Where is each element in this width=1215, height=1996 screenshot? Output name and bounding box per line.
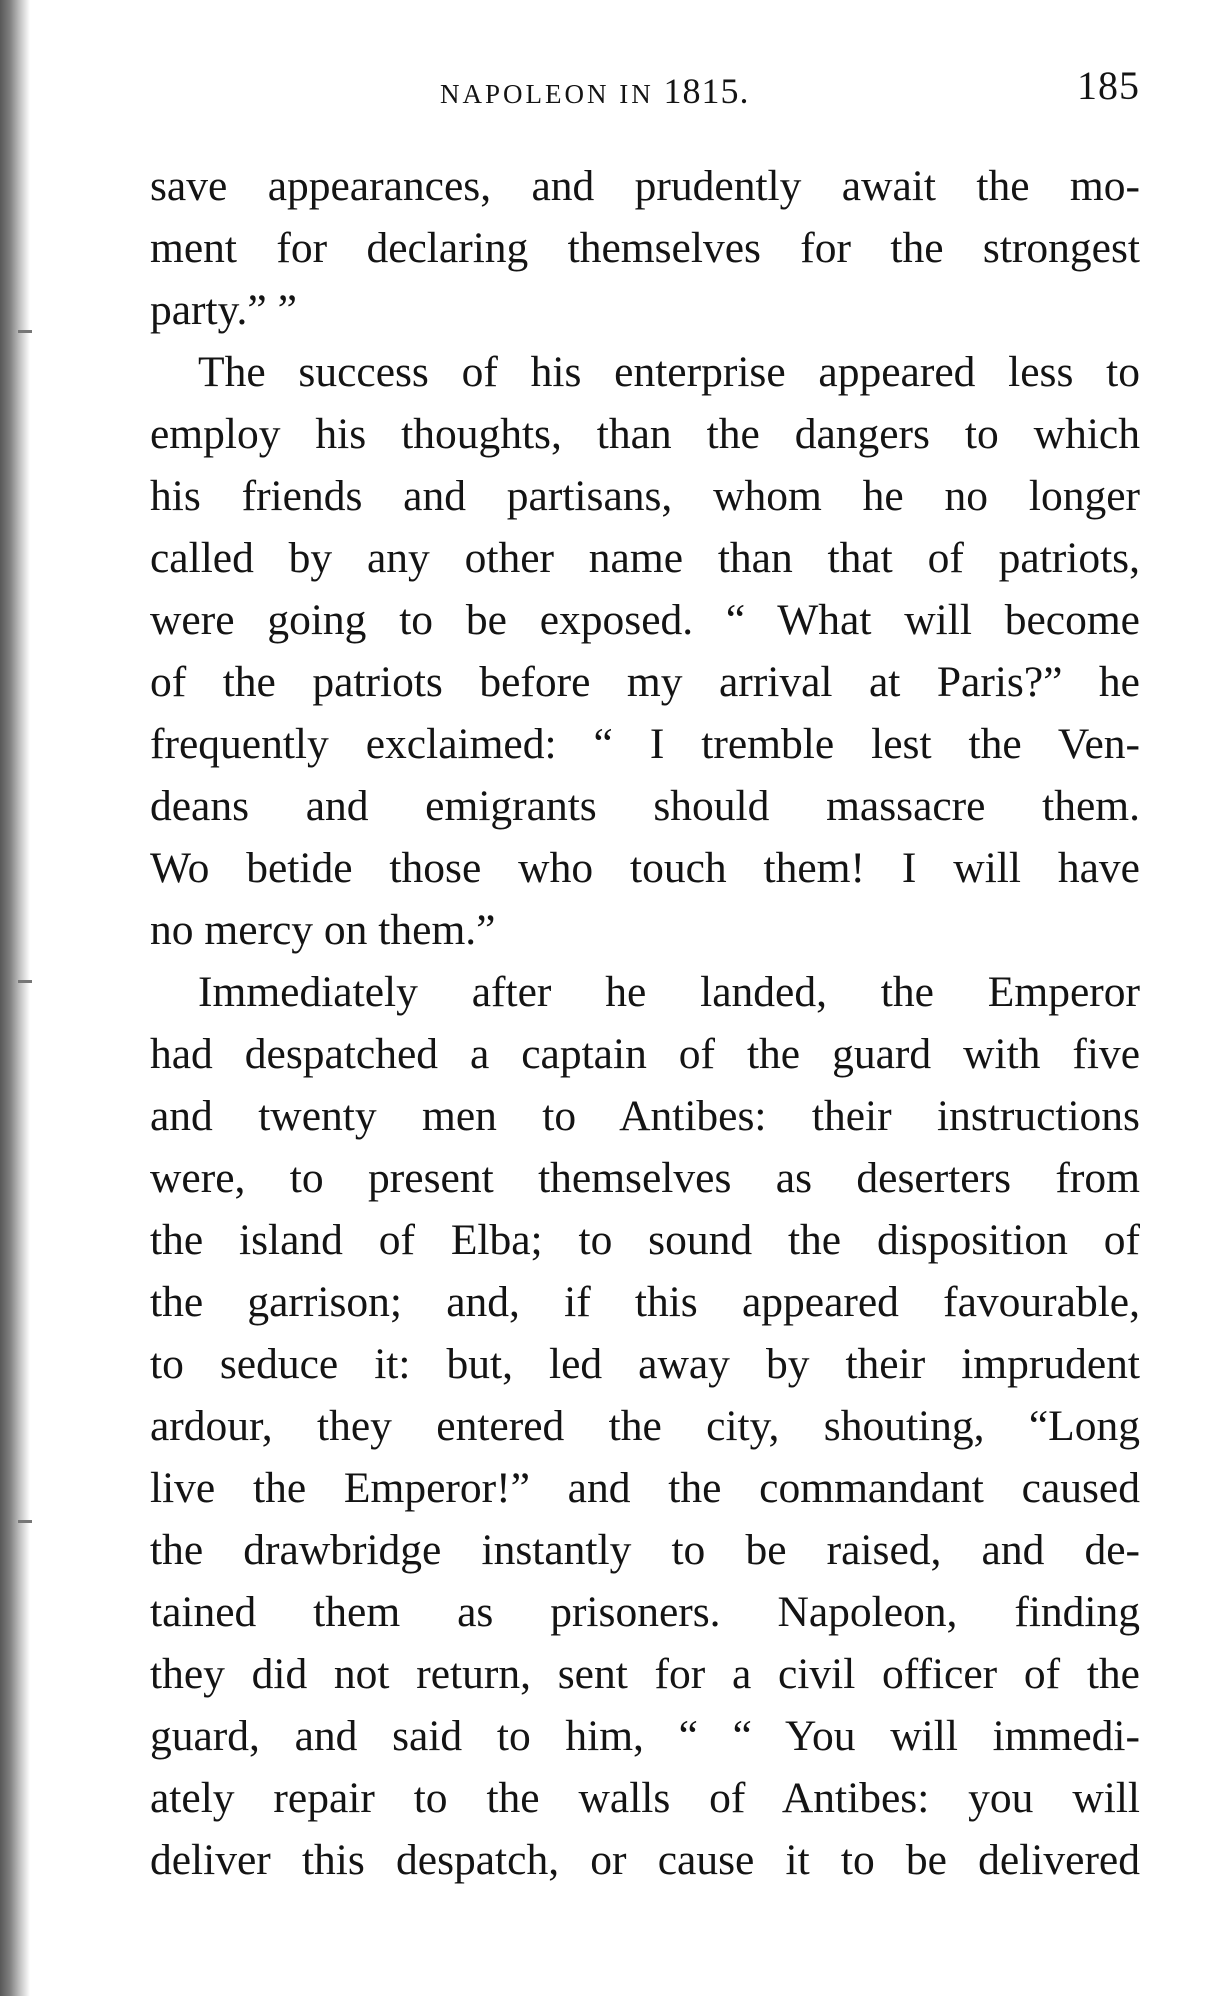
text-line: to seduce it: but, led away by their imprudent xyxy=(150,1340,1140,1388)
page-header xyxy=(150,62,1140,122)
text-line: the garrison; and, if this appeared favourable, xyxy=(150,1278,1140,1326)
text-line: they did not return, sent for a civil officer of the xyxy=(150,1650,1140,1698)
paragraph-first-line: Immediately after he landed, the Emperor xyxy=(198,968,1140,1016)
gutter-speck xyxy=(18,330,32,333)
running-head-title: NAPOLEON IN xyxy=(440,79,664,109)
page-number: 185 xyxy=(1077,63,1140,108)
text-line: were going to be exposed. “ What will become xyxy=(150,596,1140,644)
text-line: his friends and partisans, whom he no longer xyxy=(150,472,1140,520)
text-line: Wo betide those who touch them! I will have xyxy=(150,844,1140,892)
text-line: the island of Elba; to sound the disposition of xyxy=(150,1216,1140,1264)
gutter-speck xyxy=(18,980,32,983)
binding-gutter-shadow xyxy=(0,0,30,1996)
text-line: and twenty men to Antibes: their instructions xyxy=(150,1092,1140,1140)
text-line: tained them as prisoners. Napoleon, finding xyxy=(150,1588,1140,1636)
gutter-speck xyxy=(18,1520,32,1523)
text-line: deans and emigrants should massacre them. xyxy=(150,782,1140,830)
text-line: were, to present themselves as deserters from xyxy=(150,1154,1140,1202)
text-line: called by any other name than that of patriots, xyxy=(150,534,1140,582)
text-line: party.” ” xyxy=(150,286,297,334)
text-line: frequently exclaimed: “ I tremble lest the Ven- xyxy=(150,720,1140,768)
text-line: had despatched a captain of the guard with five xyxy=(150,1030,1140,1078)
text-line: live the Emperor!” and the commandant caused xyxy=(150,1464,1140,1512)
text-line: of the patriots before my arrival at Paris?” he xyxy=(150,658,1140,706)
text-line: ment for declaring themselves for the strongest xyxy=(150,224,1140,272)
text-line: the drawbridge instantly to be raised, and de- xyxy=(150,1526,1140,1574)
text-line: deliver this despatch, or cause it to be delivered xyxy=(150,1836,1140,1884)
body-text xyxy=(150,155,1140,1891)
text-line: save appearances, and prudently await the mo- xyxy=(150,162,1140,210)
running-head xyxy=(440,70,749,112)
text-line: guard, and said to him, “ “ You will immedi- xyxy=(150,1712,1140,1760)
paragraph-first-line: The success of his enterprise appeared less to xyxy=(198,348,1140,396)
text-line: ately repair to the walls of Antibes: you will xyxy=(150,1774,1140,1822)
text-line: ardour, they entered the city, shouting, “Long xyxy=(150,1402,1140,1450)
running-head-year: 1815. xyxy=(663,71,750,111)
text-line: no mercy on them.” xyxy=(150,906,496,954)
text-line: employ his thoughts, than the dangers to which xyxy=(150,410,1140,458)
